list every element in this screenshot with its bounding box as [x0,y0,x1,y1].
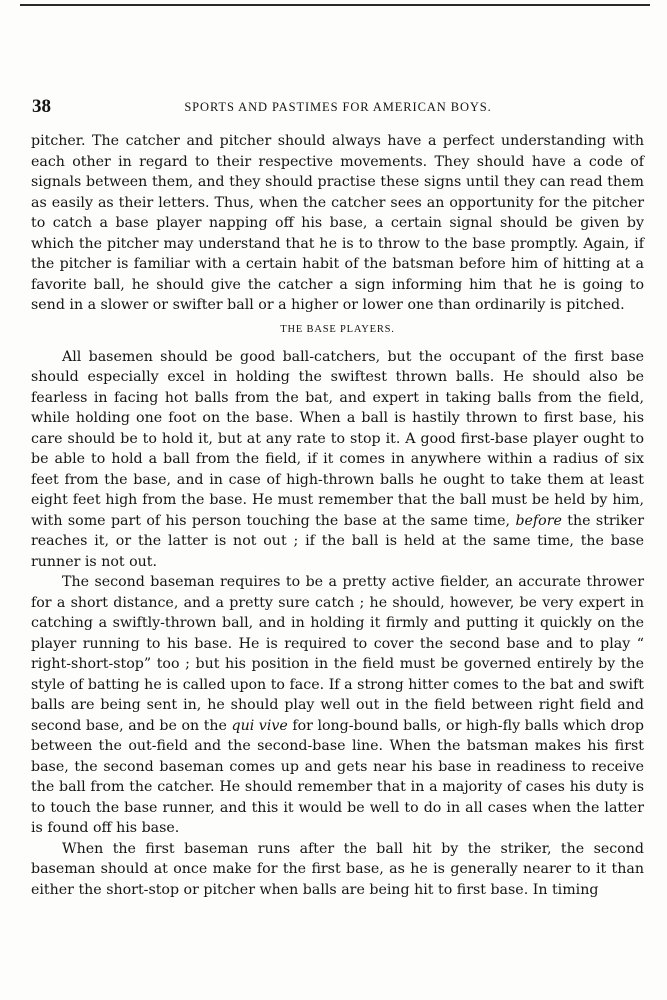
italic-phrase: qui vive [231,717,288,734]
paragraph-text: All basemen should be good ball-catchers, but the occupant of the first base should especially excel in holding the swiftest thrown balls. He should also be fearless in facing hot balls from the bat, and expert in taking balls from the field, while holding one foot on the base. When a ball is hastily thrown to first base, his care should be to hold it, but at any rate to stop it. A good first-base player ought to be able to hold a ball from the field, if it comes in anywhere within a radius of six feet from the base, and in case of high-thrown balls he ought to take them at least eight feet high from the base. He must remember that the ball must be held by him, with some part of his person touching the base at the same time, [31,348,644,529]
paragraph-text: for long-bound balls, or high-fly balls which drop between the out-field and the second-base line. When the batsman makes his first base, the second baseman comes up and gets near his base in readiness to receive the ball from the catcher. He should remember that in a majority of cases his duty is to touch the base runner, and this it would be well to do in all cases when the latter is found off his base. [31,717,645,836]
section-title: THE BASE PLAYERS. [280,323,395,335]
page-number: 38 [32,96,51,117]
paragraph-covering-first-base: When the first baseman runs after the ball hit by the striker, the second baseman should at once make for the first base, as he is generally nearer to it than either the short-stop or pitcher when balls are being hit to first base. In timing [31,840,644,898]
paragraph-second-baseman [31,572,644,839]
paragraph-text: The second baseman requires to be a pretty active fielder, an accurate thrower for a short distance, and a pretty sure catch ; he should, however, be very expert in catching a swiftly-thrown ball, and in holding it firmly and putting it quickly on the player running to his base. He is required to cover the second base and to play “ right-short-stop” too ; but his position in the field must be governed entirely by the style of batting he is called upon to face. If a strong hitter comes to the bat and swift balls are being sent in, he should play well out in the field between right field and second base, and be on the [31,574,644,734]
running-title: SPORTS AND PASTIMES FOR AMERICAN BOYS. [184,100,492,114]
page-header [32,96,644,120]
paragraph-text: the striker reaches it, or the latter is not out ; if the ball is held at the same time, the base runner is not out. [31,512,644,570]
top-border-rule [20,4,650,6]
paragraph-first-baseman [31,347,644,573]
italic-word: before [515,512,562,529]
body-text [31,131,644,900]
paragraph-pitcher-signals: pitcher. The catcher and pitcher should always have a perfect understanding with each other in regard to their respective movements. They should have a code of signals between them, and they should practise these signs until they can read them as easily as their letters. Thus, when the catcher sees an opportunity for the pitcher to catch a base player napping off his base, a certain signal should be given by which the pitcher may understand that he is to throw to the base promptly. Again, if the pitcher is familiar with a certain habit of the batsman before him of hitting at a favorite ball, he should give the catcher a sign informing him that he is going to send in a slower or swifter ball or a higher or lower one than ordinarily is pitched. [31,133,644,313]
